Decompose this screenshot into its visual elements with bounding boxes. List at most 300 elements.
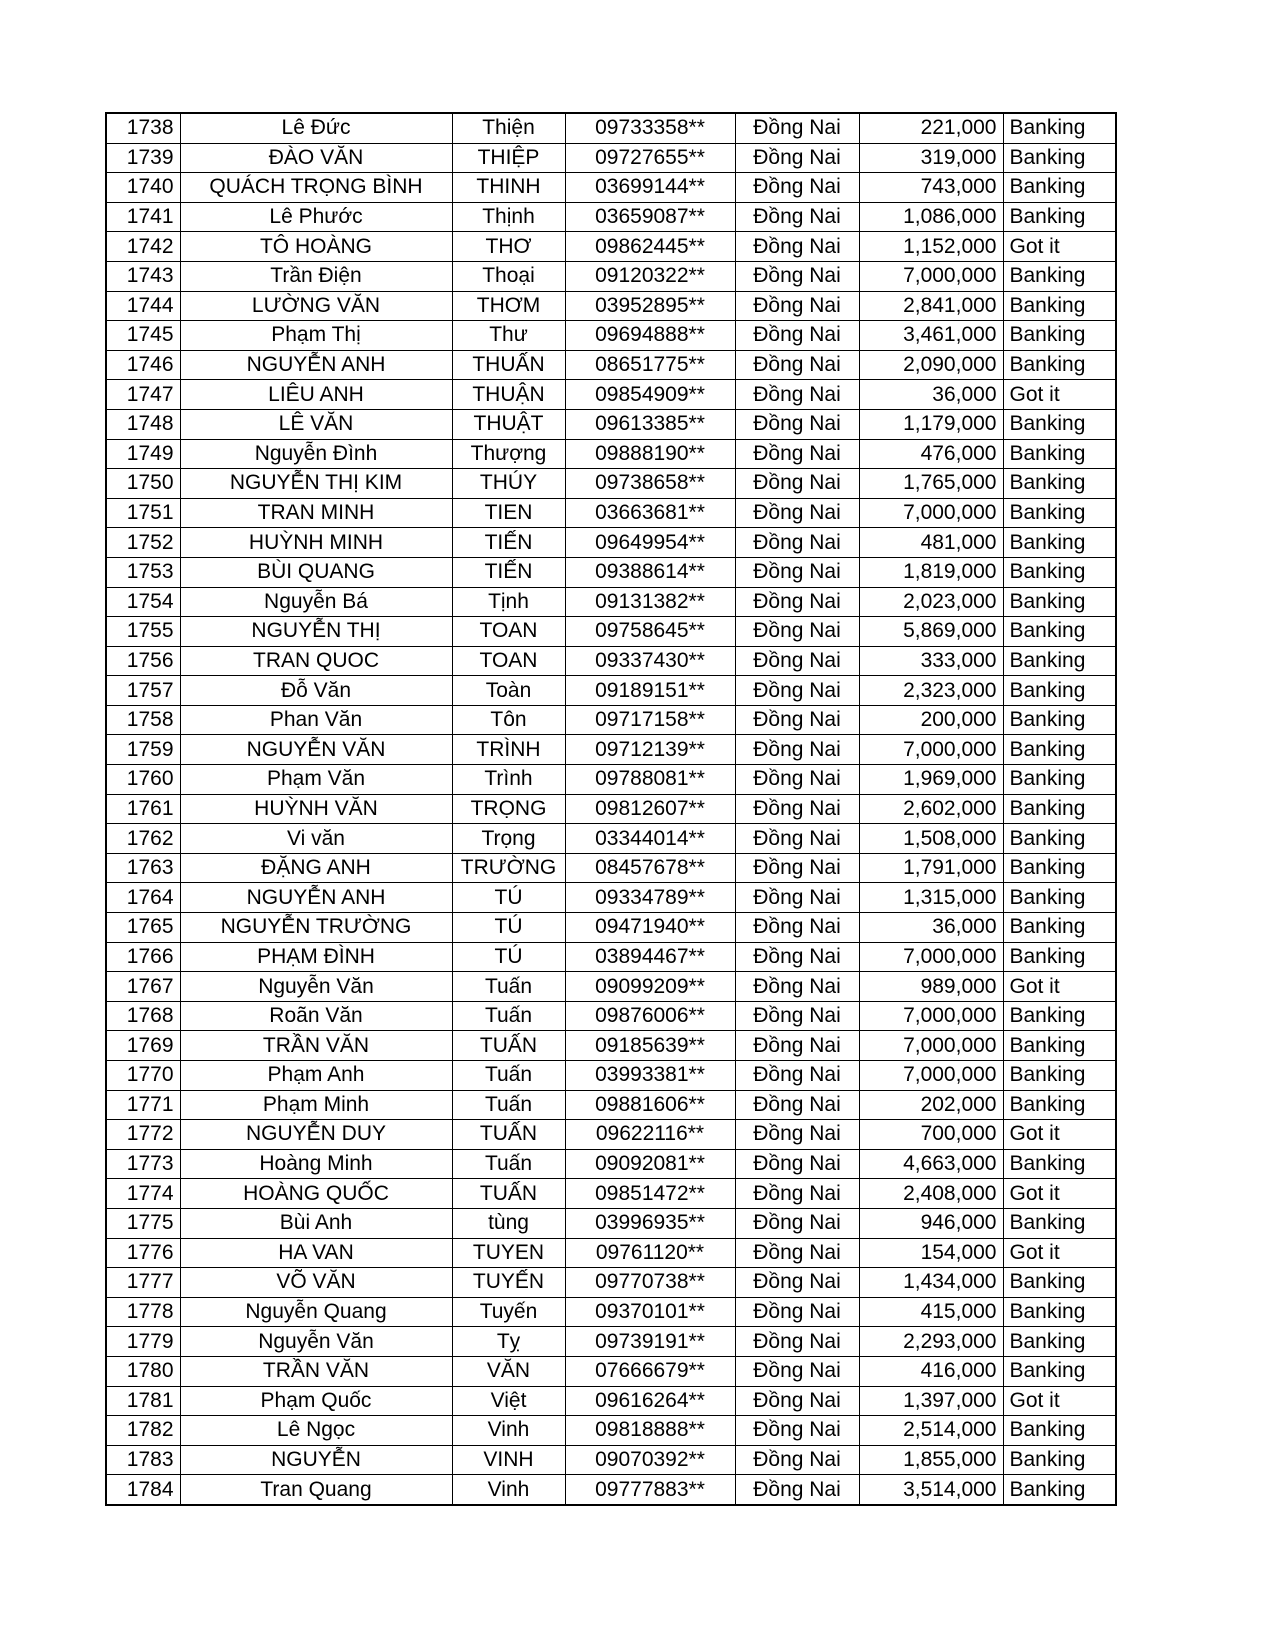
first-name-cell: Thoại bbox=[452, 261, 565, 291]
phone-cell: 03996935** bbox=[565, 1208, 735, 1238]
status-cell: Banking bbox=[1003, 143, 1116, 173]
phone-cell: 09694888** bbox=[565, 321, 735, 351]
last-middle-name-cell: QUÁCH TRỌNG BÌNH bbox=[180, 173, 452, 203]
first-name-cell: TOAN bbox=[452, 617, 565, 647]
phone-cell: 09733358** bbox=[565, 113, 735, 143]
first-name-cell: Tuấn bbox=[452, 972, 565, 1002]
table-row bbox=[106, 1475, 1116, 1505]
row-number-cell: 1763 bbox=[106, 853, 180, 883]
status-cell: Banking bbox=[1003, 1475, 1116, 1505]
province-cell: Đồng Nai bbox=[735, 202, 859, 232]
province-cell: Đồng Nai bbox=[735, 883, 859, 913]
amount-cell: 4,663,000 bbox=[859, 1149, 1003, 1179]
first-name-cell: Vinh bbox=[452, 1475, 565, 1505]
status-cell: Banking bbox=[1003, 1356, 1116, 1386]
amount-cell: 2,602,000 bbox=[859, 794, 1003, 824]
phone-cell: 09131382** bbox=[565, 587, 735, 617]
table-row bbox=[106, 1061, 1116, 1091]
table-row bbox=[106, 557, 1116, 587]
amount-cell: 2,023,000 bbox=[859, 587, 1003, 617]
first-name-cell: Thiện bbox=[452, 113, 565, 143]
status-cell: Banking bbox=[1003, 528, 1116, 558]
status-cell: Banking bbox=[1003, 321, 1116, 351]
phone-cell: 07666679** bbox=[565, 1356, 735, 1386]
amount-cell: 1,434,000 bbox=[859, 1268, 1003, 1298]
first-name-cell: Tuấn bbox=[452, 1061, 565, 1091]
first-name-cell: THƠ bbox=[452, 232, 565, 262]
province-cell: Đồng Nai bbox=[735, 1297, 859, 1327]
amount-cell: 1,765,000 bbox=[859, 469, 1003, 499]
last-middle-name-cell: Đỗ Văn bbox=[180, 676, 452, 706]
status-cell: Banking bbox=[1003, 1149, 1116, 1179]
first-name-cell: Tuấn bbox=[452, 1090, 565, 1120]
last-middle-name-cell: VÕ VĂN bbox=[180, 1268, 452, 1298]
amount-cell: 5,869,000 bbox=[859, 617, 1003, 647]
last-middle-name-cell: TRẦN VĂN bbox=[180, 1031, 452, 1061]
status-cell: Banking bbox=[1003, 202, 1116, 232]
amount-cell: 319,000 bbox=[859, 143, 1003, 173]
phone-cell: 09099209** bbox=[565, 972, 735, 1002]
table-row bbox=[106, 1149, 1116, 1179]
first-name-cell: Tôn bbox=[452, 705, 565, 735]
status-cell: Got it bbox=[1003, 1238, 1116, 1268]
amount-cell: 743,000 bbox=[859, 173, 1003, 203]
status-cell: Banking bbox=[1003, 350, 1116, 380]
table-row bbox=[106, 883, 1116, 913]
phone-cell: 09888190** bbox=[565, 439, 735, 469]
phone-cell: 09388614** bbox=[565, 557, 735, 587]
table-row bbox=[106, 587, 1116, 617]
last-middle-name-cell: TÔ HOÀNG bbox=[180, 232, 452, 262]
status-cell: Got it bbox=[1003, 972, 1116, 1002]
status-cell: Banking bbox=[1003, 1031, 1116, 1061]
row-number-cell: 1750 bbox=[106, 469, 180, 499]
table-row bbox=[106, 350, 1116, 380]
amount-cell: 1,179,000 bbox=[859, 409, 1003, 439]
first-name-cell: Thượng bbox=[452, 439, 565, 469]
row-number-cell: 1766 bbox=[106, 942, 180, 972]
table-row bbox=[106, 1238, 1116, 1268]
phone-cell: 03344014** bbox=[565, 824, 735, 854]
amount-cell: 2,408,000 bbox=[859, 1179, 1003, 1209]
province-cell: Đồng Nai bbox=[735, 321, 859, 351]
amount-cell: 7,000,000 bbox=[859, 735, 1003, 765]
last-middle-name-cell: HUỲNH VĂN bbox=[180, 794, 452, 824]
last-middle-name-cell: NGUYỄN DUY bbox=[180, 1120, 452, 1150]
phone-cell: 09758645** bbox=[565, 617, 735, 647]
amount-cell: 476,000 bbox=[859, 439, 1003, 469]
row-number-cell: 1746 bbox=[106, 350, 180, 380]
amount-cell: 989,000 bbox=[859, 972, 1003, 1002]
last-middle-name-cell: NGUYỄN THỊ bbox=[180, 617, 452, 647]
status-cell: Banking bbox=[1003, 439, 1116, 469]
row-number-cell: 1784 bbox=[106, 1475, 180, 1505]
province-cell: Đồng Nai bbox=[735, 972, 859, 1002]
row-number-cell: 1779 bbox=[106, 1327, 180, 1357]
first-name-cell: TÚ bbox=[452, 942, 565, 972]
amount-cell: 1,508,000 bbox=[859, 824, 1003, 854]
row-number-cell: 1769 bbox=[106, 1031, 180, 1061]
phone-cell: 09120322** bbox=[565, 261, 735, 291]
table-row bbox=[106, 1090, 1116, 1120]
status-cell: Banking bbox=[1003, 1208, 1116, 1238]
row-number-cell: 1739 bbox=[106, 143, 180, 173]
phone-cell: 03952895** bbox=[565, 291, 735, 321]
table-row bbox=[106, 1031, 1116, 1061]
row-number-cell: 1778 bbox=[106, 1297, 180, 1327]
status-cell: Banking bbox=[1003, 587, 1116, 617]
province-cell: Đồng Nai bbox=[735, 646, 859, 676]
province-cell: Đồng Nai bbox=[735, 1179, 859, 1209]
amount-cell: 7,000,000 bbox=[859, 942, 1003, 972]
province-cell: Đồng Nai bbox=[735, 113, 859, 143]
row-number-cell: 1755 bbox=[106, 617, 180, 647]
phone-cell: 09788081** bbox=[565, 765, 735, 795]
table-row bbox=[106, 913, 1116, 943]
row-number-cell: 1770 bbox=[106, 1061, 180, 1091]
province-cell: Đồng Nai bbox=[735, 1445, 859, 1475]
table-row bbox=[106, 143, 1116, 173]
last-middle-name-cell: LIÊU ANH bbox=[180, 380, 452, 410]
amount-cell: 202,000 bbox=[859, 1090, 1003, 1120]
row-number-cell: 1772 bbox=[106, 1120, 180, 1150]
phone-cell: 09876006** bbox=[565, 1001, 735, 1031]
province-cell: Đồng Nai bbox=[735, 1120, 859, 1150]
last-middle-name-cell: LÊ VĂN bbox=[180, 409, 452, 439]
row-number-cell: 1768 bbox=[106, 1001, 180, 1031]
amount-cell: 154,000 bbox=[859, 1238, 1003, 1268]
phone-cell: 09622116** bbox=[565, 1120, 735, 1150]
last-middle-name-cell: NGUYỄN VĂN bbox=[180, 735, 452, 765]
table-row bbox=[106, 1001, 1116, 1031]
phone-cell: 09649954** bbox=[565, 528, 735, 558]
last-middle-name-cell: Lê Ngọc bbox=[180, 1416, 452, 1446]
table-row bbox=[106, 1445, 1116, 1475]
amount-cell: 416,000 bbox=[859, 1356, 1003, 1386]
province-cell: Đồng Nai bbox=[735, 587, 859, 617]
status-cell: Got it bbox=[1003, 232, 1116, 262]
row-number-cell: 1742 bbox=[106, 232, 180, 262]
phone-cell: 09334789** bbox=[565, 883, 735, 913]
last-middle-name-cell: LƯỜNG VĂN bbox=[180, 291, 452, 321]
first-name-cell: tùng bbox=[452, 1208, 565, 1238]
province-cell: Đồng Nai bbox=[735, 143, 859, 173]
status-cell: Banking bbox=[1003, 1297, 1116, 1327]
amount-cell: 333,000 bbox=[859, 646, 1003, 676]
province-cell: Đồng Nai bbox=[735, 913, 859, 943]
first-name-cell: TRÌNH bbox=[452, 735, 565, 765]
first-name-cell: THƠM bbox=[452, 291, 565, 321]
table-row bbox=[106, 705, 1116, 735]
province-cell: Đồng Nai bbox=[735, 173, 859, 203]
province-cell: Đồng Nai bbox=[735, 439, 859, 469]
phone-cell: 09761120** bbox=[565, 1238, 735, 1268]
status-cell: Banking bbox=[1003, 498, 1116, 528]
last-middle-name-cell: Phạm Anh bbox=[180, 1061, 452, 1091]
table-row bbox=[106, 1268, 1116, 1298]
status-cell: Banking bbox=[1003, 705, 1116, 735]
province-cell: Đồng Nai bbox=[735, 1268, 859, 1298]
last-middle-name-cell: Phạm Văn bbox=[180, 765, 452, 795]
province-cell: Đồng Nai bbox=[735, 735, 859, 765]
province-cell: Đồng Nai bbox=[735, 528, 859, 558]
first-name-cell: Tuyến bbox=[452, 1297, 565, 1327]
table-row bbox=[106, 942, 1116, 972]
last-middle-name-cell: TRẦN VĂN bbox=[180, 1356, 452, 1386]
province-cell: Đồng Nai bbox=[735, 291, 859, 321]
status-cell: Banking bbox=[1003, 765, 1116, 795]
amount-cell: 1,791,000 bbox=[859, 853, 1003, 883]
province-cell: Đồng Nai bbox=[735, 705, 859, 735]
row-number-cell: 1759 bbox=[106, 735, 180, 765]
status-cell: Banking bbox=[1003, 1001, 1116, 1031]
province-cell: Đồng Nai bbox=[735, 1090, 859, 1120]
phone-cell: 09337430** bbox=[565, 646, 735, 676]
table-row bbox=[106, 735, 1116, 765]
row-number-cell: 1757 bbox=[106, 676, 180, 706]
status-cell: Banking bbox=[1003, 1416, 1116, 1446]
province-cell: Đồng Nai bbox=[735, 1356, 859, 1386]
row-number-cell: 1749 bbox=[106, 439, 180, 469]
table-row bbox=[106, 972, 1116, 1002]
winners-table bbox=[105, 112, 1117, 1506]
last-middle-name-cell: ĐÀO VĂN bbox=[180, 143, 452, 173]
last-middle-name-cell: Nguyễn Đình bbox=[180, 439, 452, 469]
amount-cell: 1,397,000 bbox=[859, 1386, 1003, 1416]
last-middle-name-cell: Trần Điện bbox=[180, 261, 452, 291]
table-row bbox=[106, 617, 1116, 647]
phone-cell: 03659087** bbox=[565, 202, 735, 232]
row-number-cell: 1751 bbox=[106, 498, 180, 528]
province-cell: Đồng Nai bbox=[735, 1031, 859, 1061]
last-middle-name-cell: TRAN MINH bbox=[180, 498, 452, 528]
amount-cell: 7,000,000 bbox=[859, 1031, 1003, 1061]
status-cell: Banking bbox=[1003, 1090, 1116, 1120]
first-name-cell: Việt bbox=[452, 1386, 565, 1416]
last-middle-name-cell: Phạm Minh bbox=[180, 1090, 452, 1120]
status-cell: Banking bbox=[1003, 942, 1116, 972]
first-name-cell: THUẬT bbox=[452, 409, 565, 439]
table-row bbox=[106, 646, 1116, 676]
phone-cell: 09777883** bbox=[565, 1475, 735, 1505]
amount-cell: 7,000,000 bbox=[859, 1061, 1003, 1091]
status-cell: Banking bbox=[1003, 1061, 1116, 1091]
table-row bbox=[106, 439, 1116, 469]
row-number-cell: 1782 bbox=[106, 1416, 180, 1446]
province-cell: Đồng Nai bbox=[735, 557, 859, 587]
phone-cell: 09092081** bbox=[565, 1149, 735, 1179]
table-row bbox=[106, 765, 1116, 795]
amount-cell: 1,315,000 bbox=[859, 883, 1003, 913]
status-cell: Banking bbox=[1003, 617, 1116, 647]
status-cell: Banking bbox=[1003, 735, 1116, 765]
first-name-cell: TIẾN bbox=[452, 557, 565, 587]
first-name-cell: Tuấn bbox=[452, 1149, 565, 1179]
table-row bbox=[106, 202, 1116, 232]
table-row bbox=[106, 1416, 1116, 1446]
phone-cell: 09812607** bbox=[565, 794, 735, 824]
first-name-cell: Trọng bbox=[452, 824, 565, 854]
status-cell: Banking bbox=[1003, 557, 1116, 587]
phone-cell: 09613385** bbox=[565, 409, 735, 439]
row-number-cell: 1740 bbox=[106, 173, 180, 203]
row-number-cell: 1753 bbox=[106, 557, 180, 587]
row-number-cell: 1761 bbox=[106, 794, 180, 824]
row-number-cell: 1783 bbox=[106, 1445, 180, 1475]
row-number-cell: 1756 bbox=[106, 646, 180, 676]
first-name-cell: TIẾN bbox=[452, 528, 565, 558]
amount-cell: 2,841,000 bbox=[859, 291, 1003, 321]
phone-cell: 09770738** bbox=[565, 1268, 735, 1298]
row-number-cell: 1738 bbox=[106, 113, 180, 143]
row-number-cell: 1771 bbox=[106, 1090, 180, 1120]
status-cell: Banking bbox=[1003, 824, 1116, 854]
first-name-cell: Tỵ bbox=[452, 1327, 565, 1357]
phone-cell: 09862445** bbox=[565, 232, 735, 262]
first-name-cell: VINH bbox=[452, 1445, 565, 1475]
amount-cell: 481,000 bbox=[859, 528, 1003, 558]
amount-cell: 2,514,000 bbox=[859, 1416, 1003, 1446]
amount-cell: 3,461,000 bbox=[859, 321, 1003, 351]
last-middle-name-cell: ĐẶNG ANH bbox=[180, 853, 452, 883]
province-cell: Đồng Nai bbox=[735, 1475, 859, 1505]
province-cell: Đồng Nai bbox=[735, 1001, 859, 1031]
phone-cell: 09854909** bbox=[565, 380, 735, 410]
province-cell: Đồng Nai bbox=[735, 409, 859, 439]
table-row bbox=[106, 469, 1116, 499]
last-middle-name-cell: Lê Phước bbox=[180, 202, 452, 232]
amount-cell: 7,000,000 bbox=[859, 261, 1003, 291]
province-cell: Đồng Nai bbox=[735, 380, 859, 410]
first-name-cell: Vinh bbox=[452, 1416, 565, 1446]
row-number-cell: 1747 bbox=[106, 380, 180, 410]
table-row bbox=[106, 291, 1116, 321]
amount-cell: 1,819,000 bbox=[859, 557, 1003, 587]
phone-cell: 09616264** bbox=[565, 1386, 735, 1416]
province-cell: Đồng Nai bbox=[735, 1061, 859, 1091]
status-cell: Banking bbox=[1003, 261, 1116, 291]
row-number-cell: 1781 bbox=[106, 1386, 180, 1416]
province-cell: Đồng Nai bbox=[735, 942, 859, 972]
table-row bbox=[106, 173, 1116, 203]
status-cell: Got it bbox=[1003, 1120, 1116, 1150]
province-cell: Đồng Nai bbox=[735, 232, 859, 262]
first-name-cell: THUẤN bbox=[452, 350, 565, 380]
phone-cell: 09370101** bbox=[565, 1297, 735, 1327]
first-name-cell: TRỌNG bbox=[452, 794, 565, 824]
table-row bbox=[106, 794, 1116, 824]
first-name-cell: Tịnh bbox=[452, 587, 565, 617]
row-number-cell: 1773 bbox=[106, 1149, 180, 1179]
table-row bbox=[106, 1327, 1116, 1357]
row-number-cell: 1767 bbox=[106, 972, 180, 1002]
province-cell: Đồng Nai bbox=[735, 617, 859, 647]
status-cell: Banking bbox=[1003, 1445, 1116, 1475]
province-cell: Đồng Nai bbox=[735, 261, 859, 291]
amount-cell: 2,293,000 bbox=[859, 1327, 1003, 1357]
table-row bbox=[106, 321, 1116, 351]
last-middle-name-cell: HA VAN bbox=[180, 1238, 452, 1268]
table-row bbox=[106, 261, 1116, 291]
last-middle-name-cell: Phan Văn bbox=[180, 705, 452, 735]
province-cell: Đồng Nai bbox=[735, 1208, 859, 1238]
phone-cell: 08457678** bbox=[565, 853, 735, 883]
province-cell: Đồng Nai bbox=[735, 765, 859, 795]
status-cell: Banking bbox=[1003, 883, 1116, 913]
phone-cell: 09185639** bbox=[565, 1031, 735, 1061]
table-row bbox=[106, 1297, 1116, 1327]
amount-cell: 1,969,000 bbox=[859, 765, 1003, 795]
status-cell: Got it bbox=[1003, 1386, 1116, 1416]
first-name-cell: TÚ bbox=[452, 913, 565, 943]
first-name-cell: Tuấn bbox=[452, 1001, 565, 1031]
status-cell: Banking bbox=[1003, 173, 1116, 203]
table-row bbox=[106, 1208, 1116, 1238]
last-middle-name-cell: Phạm Quốc bbox=[180, 1386, 452, 1416]
phone-cell: 09881606** bbox=[565, 1090, 735, 1120]
amount-cell: 1,086,000 bbox=[859, 202, 1003, 232]
first-name-cell: THIỆP bbox=[452, 143, 565, 173]
amount-cell: 700,000 bbox=[859, 1120, 1003, 1150]
last-middle-name-cell: PHẠM ĐÌNH bbox=[180, 942, 452, 972]
province-cell: Đồng Nai bbox=[735, 1416, 859, 1446]
first-name-cell: THÚY bbox=[452, 469, 565, 499]
amount-cell: 946,000 bbox=[859, 1208, 1003, 1238]
last-middle-name-cell: Vi văn bbox=[180, 824, 452, 854]
last-middle-name-cell: NGUYỄN ANH bbox=[180, 883, 452, 913]
province-cell: Đồng Nai bbox=[735, 350, 859, 380]
phone-cell: 09851472** bbox=[565, 1179, 735, 1209]
last-middle-name-cell: NGUYỄN bbox=[180, 1445, 452, 1475]
province-cell: Đồng Nai bbox=[735, 824, 859, 854]
last-middle-name-cell: Nguyễn Văn bbox=[180, 972, 452, 1002]
status-cell: Banking bbox=[1003, 646, 1116, 676]
last-middle-name-cell: Bùi Anh bbox=[180, 1208, 452, 1238]
row-number-cell: 1754 bbox=[106, 587, 180, 617]
first-name-cell: TUYẾN bbox=[452, 1268, 565, 1298]
amount-cell: 1,152,000 bbox=[859, 232, 1003, 262]
amount-cell: 3,514,000 bbox=[859, 1475, 1003, 1505]
row-number-cell: 1780 bbox=[106, 1356, 180, 1386]
row-number-cell: 1748 bbox=[106, 409, 180, 439]
amount-cell: 2,090,000 bbox=[859, 350, 1003, 380]
phone-cell: 03699144** bbox=[565, 173, 735, 203]
status-cell: Banking bbox=[1003, 853, 1116, 883]
table-row bbox=[106, 498, 1116, 528]
last-middle-name-cell: Nguyễn Quang bbox=[180, 1297, 452, 1327]
table-row bbox=[106, 1120, 1116, 1150]
province-cell: Đồng Nai bbox=[735, 1386, 859, 1416]
last-middle-name-cell: BÙI QUANG bbox=[180, 557, 452, 587]
first-name-cell: TIEN bbox=[452, 498, 565, 528]
first-name-cell: Thư bbox=[452, 321, 565, 351]
status-cell: Banking bbox=[1003, 1268, 1116, 1298]
row-number-cell: 1776 bbox=[106, 1238, 180, 1268]
province-cell: Đồng Nai bbox=[735, 1327, 859, 1357]
table-row bbox=[106, 1179, 1116, 1209]
status-cell: Banking bbox=[1003, 409, 1116, 439]
last-middle-name-cell: HUỲNH MINH bbox=[180, 528, 452, 558]
last-middle-name-cell: Roãn Văn bbox=[180, 1001, 452, 1031]
amount-cell: 7,000,000 bbox=[859, 1001, 1003, 1031]
phone-cell: 09727655** bbox=[565, 143, 735, 173]
phone-cell: 03894467** bbox=[565, 942, 735, 972]
row-number-cell: 1745 bbox=[106, 321, 180, 351]
phone-cell: 09189151** bbox=[565, 676, 735, 706]
first-name-cell: Toàn bbox=[452, 676, 565, 706]
row-number-cell: 1741 bbox=[106, 202, 180, 232]
table-row bbox=[106, 1386, 1116, 1416]
